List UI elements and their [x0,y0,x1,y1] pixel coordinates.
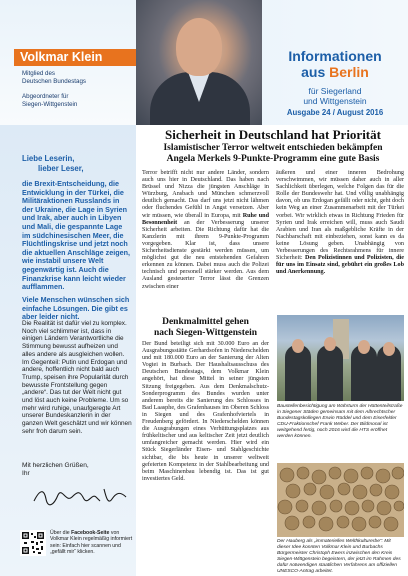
newsletter-region [262,86,408,106]
photo-person-2 [317,345,343,401]
letter-paragraph-3: Die Realität ist dafür viel zu komplex. Noch viel schlimmer ist, dass in einigen Ländern Verantwortliche die Stimmung bewusst aufheizen und alles andere als ausgleichen wollen. Im Gegenteil: Putin und Erdogan und andere, hoffentlich nicht bald auch Trump, speisen ihre Popularität durch bewusste Frontstellung gegen „andere“. Das tut der Welt nicht gut und löst auch keine Probleme. Um so mehr wird ruhige, unaufgeregte Art unserer Bundeskanzlerin in der ganzen Welt geschätzt und wir können sehr froh darum sein. [22,320,132,435]
article-column-2-bold: Den Polizistinnen und Polizisten, die für uns im Einsatz sind, gebührt ein großes Lob und Anerkennung. [276,255,404,276]
issue-number: Ausgabe 24 / August 2016 [286,108,384,117]
article-column-1-bold: Ruhe und Besonnenheit [142,212,269,226]
subhead-line-1: Islamistischer Terror weltweit entschieden bekämpfen [163,143,383,153]
facebook-hint-prefix: Über die [50,530,70,536]
monument-headline-line-1: Denkmalmittel gehen [162,317,249,327]
newsletter-title-prefix: aus [301,64,326,80]
member-of-parliament-label [22,70,132,86]
author-name-banner: Volkmar Klein [14,49,138,66]
letter-closing [22,462,132,478]
newsletter-title-line-1: Informationen [288,48,382,64]
article-subheadline [142,143,404,164]
monument-article-body: Der Bund beteiligt sich mit 30.000 Euro an der Ausgrabungsstätte Gerhardsofen in Niederschelden und mit 180.000 Euro an der Sanierung der Alten Vogtei in Burbach. Der Haushaltsausschuss des Deutschen Bundestags, dem Volkmar Klein angehört, hat diese Mittel in seiner jüngsten Sitzung freigegeben. Aus dem Denkmalschutz-Sonderprogramm des Bundes wurden unter anderem bereits die Sanierung des Schlosses in Bad Laasphe, des Grafenhauses im Oberen Schloss in Siegen und des Grafenhofviertels in Freudenberg gefördert. In Niederschelden können die Ausgrabungen eines Verhüttungsplatzes aus frühkeltischer und aus keltischer Zeit jetzt deutlich umfangreicher gemacht werden. Hier wird ein Stück Siegerländer Eisen- und Stahlgeschichte sichtbar, die bis heute in unserer weltweit gefeierten Kompetenz in der Stahlbearbeitung und beim Maschinenbau lebendig ist. Das ist gut investiertes Geld. [142,341,269,482]
facebook-hint-bold: Facebook-Seite [71,530,110,536]
photo-person-1-head [292,339,304,353]
greeting-line-2: lieber Leser, [38,164,84,173]
construction-site-photo [277,315,404,401]
newsletter-title [262,48,408,80]
member-line-2: Deutschen Bundestags [22,78,86,85]
article-column-2-text: äußeren und einer inneren Bedrohung verschwimmen, wir müssen daher auch in aller Sachlichkeit überlegen, welche Folgen das für die Rolle der Bundeswehr hat. Und völlig unabhängig davon, ob uns Erdogan gefällt oder nicht, geht doch kein Weg an einer Zusammenarbeit mit der Türkei vorbei. Wir wirklich etwas in Richtung Frieden für Syrien und Irak erreichen will, muss auch Saudi Arabien und Iran als maßgebliche Kräfte in der Nachbarschaft mit einbeziehen, sonst kann es da keine Lösung geben. Unabhängig von Verbesserungen des Rechtsrahmens für innere Sicherheit: [276,170,404,262]
photo-caption-2: Der Hauberg als „immaterielles Welthkulturerbe“: Mit dieser Idee konnten Volkmar Klein und Burbachs Bürgermeister Christoph Ewers inzwischen den Kreis Siegen-Wittgenstein begeistern, der jetzt im Rahmen des dafür notwendigen staatlichen Verfahrens am offiziellen UNESCO-Antrag arbeitet. [277,539,401,574]
letter-paragraph-1: die Brexit-Entscheidung, die Entwicklung in der Türkei, die Militäraktionen Russlands in der Ukraine, die Lage in Syrien und Irak, aber auch in Libyen und Mali, die gespannte Lage im südchinesischen Meer, die Flüchtlingskrise und jetzt noch die aktuellen Anschläge zeigen, wie instabil unsere Welt gegenwärtig ist. Auch die Finanzkrise kann leicht wieder aufflammen. [22,179,130,292]
newsletter-region-line-2: und Wittgenstein [303,96,367,106]
photo-person-2-head [324,337,336,351]
signature-graphic [30,483,130,509]
article-column-1-rest: an der Verbesserung unserer Sicherheit arbeiten. Die Richtung dafür hat die Kanzlerin mit ihrem 9-Punkte-Programm vorgegeben. Klar ist, dass unsere Sicherheitsdienste gestärkt werden müssen, um möglichst gut die neu entstehenden Gefahren erkennen zu können. Dabei muss auch die Polizei technisch und personell stärker werden. Aus dem Ausland gesteuerter Terror lässt die Grenzen zwischen einer [142,219,269,290]
office-line-2: Siegen-Wittgenstein [22,101,78,108]
portrait-face [176,18,222,76]
facebook-hint [50,530,134,555]
closing-line-1: Mit herzlichen Grüßen, [22,462,89,469]
article-column-1 [142,170,269,291]
article-headline: Sicherheit in Deutschland hat Priorität [165,127,381,142]
author-portrait [136,0,262,125]
newsletter-title-line-2 [262,64,408,80]
article-column-2 [276,170,404,276]
newsletter-region-line-1: für Siegerland [308,86,362,96]
office-line-1: Abgeordneter für [22,93,69,100]
newsletter-title-accent: Berlin [329,64,369,80]
subhead-line-2: Angela Merkels 9-Punkte-Programm eine gute Basis [166,153,380,164]
qr-code-icon[interactable] [20,530,46,556]
member-line-1: Mitglied des [22,70,56,77]
photo-person-1 [285,345,311,401]
page-header [0,0,408,125]
monument-article-headline [142,317,269,338]
photo-person-3-head [358,340,370,354]
article-column-1-text: Terror betrifft nicht nur andere Länder, sondern auch uns hier in Deutschland. Das haben nach Brüssel und Nizza die jüngsten Anschläge in Würzburg, Ansbach und München schmerzvoll deutlich gemacht. Das darf uns jetzt nicht lähmen oder fluchendes Gefühl in Angst versetzen. Aber wir müssen, wie überall in Europa, mit [142,170,269,219]
letter-paragraph-2: Viele Menschen wünschen sich einfache Lösungen. Die gibt es aber leider nicht. [22,295,130,322]
photo-person-4-head [383,342,395,356]
photo-caption-1: Baustellenbesichtigung am Wahrturm der Hüttenteilstraße in Siegener Städen gemeinsam mit dem Albrechtscher Bundestagskollegen Erwin Rüddel und dem Eiserfelder CDU-Fraktionschef Frank Weber. Der Bildmonal ist weitgehend fertig, noch 2016 wird die HTS eröffnet werden können. [277,404,403,439]
monument-headline-line-2: nach Siegen-Wittgenstein [153,327,257,338]
firewood-photo [277,463,404,537]
closing-line-2: Ihr [22,470,30,477]
facebook-hint-rest: von Volkmar Klein regelmäßig informiert sein: Einfach hier scannen und „gefällt mir“ klicken. [50,530,133,555]
greeting-line-1: Liebe Leserin, [22,154,75,163]
office-label [22,93,132,109]
